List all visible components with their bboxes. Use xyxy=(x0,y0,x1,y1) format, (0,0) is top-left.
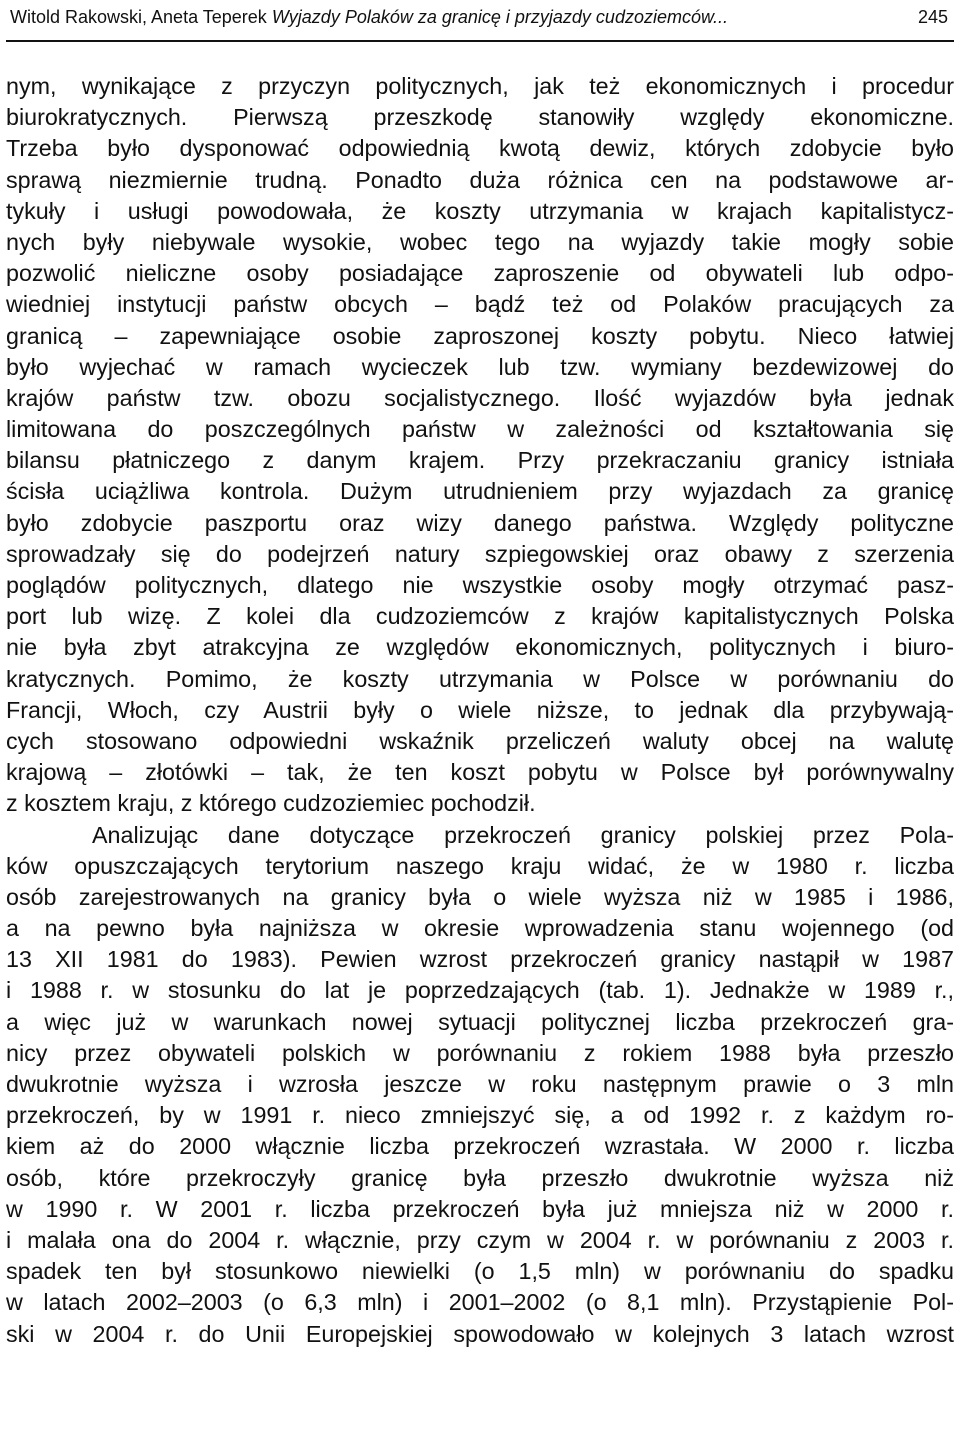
text-line: i 1988 r. w stosunku do lat je poprzedzających (tab. 1). Jednakże w 1989 r., xyxy=(6,977,954,1004)
text-line: kiem aż do 2000 włącznie liczba przekroczeń wzrastała. W 2000 r. liczba xyxy=(6,1133,954,1160)
text-line: w latach 2002–2003 (o 6,3 mln) i 2001–2002 (o 8,1 mln). Przystąpienie Pol- xyxy=(6,1289,954,1316)
text-line: krajową – złotówki – tak, że ten koszt pobytu w Polsce był porównywalny xyxy=(6,759,954,786)
header-rule xyxy=(6,40,954,42)
header-title: Wyjazdy Polaków za granicę i przyjazdy cudzoziemców... xyxy=(271,7,728,27)
text-line: ski w 2004 r. do Unii Europejskiej spowodowało w kolejnych 3 latach wzrost xyxy=(6,1320,954,1347)
text-line: ków opuszczających terytorium naszego kraju widać, że w 1980 r. liczba xyxy=(6,852,954,879)
text-line: biurokratycznych. Pierwszą przeszkodę stanowiły względy ekonomiczne. xyxy=(6,104,954,131)
text-line: nie była zbyt atrakcyjna ze względów ekonomicznych, politycznych i biuro- xyxy=(6,634,954,661)
text-line: przekroczeń, by w 1991 r. nieco zmniejszyć się, a od 1992 r. z każdym ro- xyxy=(6,1102,954,1129)
text-line: a więc już w warunkach nowej sytuacji politycznej liczba przekroczeń gra- xyxy=(6,1008,954,1035)
text-line: dwukrotnie wyższa i wzrosła jeszcze w roku następnym prawie o 3 mln xyxy=(6,1071,954,1097)
text-line: spadek ten był stosunkowo niewielki (o 1,5 mln) w porównaniu do spadku xyxy=(6,1258,954,1285)
running-header xyxy=(10,2,950,32)
text-line: z kosztem kraju, z którego cudzoziemiec pochodził. xyxy=(6,790,536,817)
text-line: cych stosowano odpowiedni wskaźnik przeliczeń waluty obcej na walutę xyxy=(6,727,954,754)
text-line: w 1990 r. W 2001 r. liczba przekroczeń była już mniejsza niż w 2000 r. xyxy=(6,1195,954,1222)
text-line: Analizując dane dotyczące przekroczeń granicy polskiej przez Pola- xyxy=(92,821,954,848)
text-line: a na pewno była najniższa w okresie wprowadzenia stanu wojennego (od xyxy=(6,915,954,942)
header-authors: Witold Rakowski, Aneta Teperek xyxy=(10,7,267,27)
text-line: było wyjechać w ramach wycieczek lub tzw. wymiany bezdewizowej do xyxy=(6,353,954,380)
text-line: sprowadzały się do podejrzeń natury szpiegowskiej oraz obawy z szerzenia xyxy=(6,540,954,567)
text-line: osób zarejestrowanych na granicy była o wiele wyższa niż w 1985 i 1986, xyxy=(6,883,954,910)
text-line: było zdobycie paszportu oraz wizy danego państwa. Względy polityczne xyxy=(6,509,954,536)
text-line: nych były niebywale wysokie, wobec tego na wyjazdy takie mogły sobie xyxy=(6,228,954,255)
text-line: nicy przez obywateli polskich w porównaniu z rokiem 1988 była przeszło xyxy=(6,1039,954,1066)
text-line: granicą – zapewniające osobie zaproszonej koszty pobytu. Nieco łatwiej xyxy=(6,322,954,349)
text-line: limitowana do poszczególnych państw w zależności od kształtowania się xyxy=(6,416,954,443)
text-line: kratycznych. Pomimo, że koszty utrzymania w Polsce w porównaniu do xyxy=(6,665,954,692)
text-line: Francji, Włoch, czy Austrii były o wiele niższe, to jednak dla przybywają- xyxy=(6,696,954,723)
text-line: ścisła uciążliwa kontrola. Dużym utrudnieniem przy wyjazdach za granicę xyxy=(6,478,954,505)
text-line: bilansu płatniczego z danym krajem. Przy przekraczaniu granicy istniała xyxy=(6,447,954,474)
text-line: 13 XII 1981 do 1983). Pewien wzrost przekroczeń granicy nastąpił w 1987 xyxy=(6,946,954,973)
text-line: wiedniej instytucji państw obcych – bądź też od Polaków pracujących za xyxy=(6,291,954,318)
text-line: tykuły i usługi powodowała, że koszty utrzymania w krajach kapitalistycz- xyxy=(6,197,954,224)
text-line: port lub wizę. Z kolei dla cudzoziemców z krajów kapitalistycznych Polska xyxy=(6,603,954,630)
page-number: 245 xyxy=(917,7,948,27)
text-line: nym, wynikające z przyczyn politycznych, jak też ekonomicznych i procedur xyxy=(6,73,954,99)
text-line: sprawą niezmiernie trudną. Ponadto duża różnica cen na podstawowe ar- xyxy=(6,166,954,193)
text-line: krajów państw tzw. obozu socjalistycznego. Ilość wyjazdów była jednak xyxy=(6,384,954,411)
text-line: poglądów politycznych, dlatego nie wszystkie osoby mogły otrzymać pasz- xyxy=(6,572,954,598)
text-line: pozwolić nieliczne osoby posiadające zaproszenie od obywateli lub odpo- xyxy=(6,260,954,287)
text-line: osób, które przekroczyły granicę była przeszło dwukrotnie wyższa niż xyxy=(6,1164,954,1191)
text-line: i malała ona do 2004 r. włącznie, przy czym w 2004 r. w porównaniu z 2003 r. xyxy=(6,1226,954,1253)
text-line: Trzeba było dysponować odpowiednią kwotą dewiz, których zdobycie było xyxy=(6,135,954,162)
body-text xyxy=(6,71,954,1350)
